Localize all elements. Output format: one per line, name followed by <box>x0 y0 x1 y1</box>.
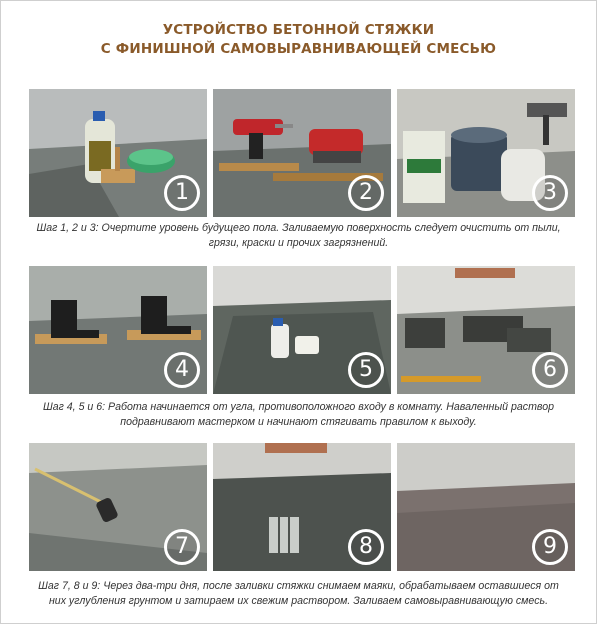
title-line-1: УСТРОЙСТВО БЕТОННОЙ СТЯЖКИ <box>162 22 435 38</box>
step-7-photo <box>29 443 207 571</box>
caption-line: Шаг 4, 5 и 6: Работа начинается от угла, противоположного входу в комнату. Наваленный раствор <box>42 401 555 413</box>
caption-line: подравнивают мастерком и начинают стягивать правилом к выходу. <box>120 416 477 428</box>
page-title <box>1 21 596 59</box>
step-3-photo <box>397 89 575 217</box>
steps-row-2 <box>29 266 575 394</box>
step-8-photo <box>213 443 391 571</box>
step-number-badge: 1 <box>164 175 200 211</box>
step-number-badge: 4 <box>164 352 200 388</box>
caption-line: Шаг 7, 8 и 9: Через два-три дня, после заливки стяжки снимаем маяки, обрабатываем оставшиеся от <box>38 580 559 592</box>
step-2-photo <box>213 89 391 217</box>
step-number-badge: 5 <box>348 352 384 388</box>
caption-row-3 <box>17 579 580 609</box>
step-number-badge: 7 <box>164 529 200 565</box>
step-number-badge: 6 <box>532 352 568 388</box>
step-5-photo <box>213 266 391 394</box>
steps-row-3 <box>29 443 575 571</box>
step-4-photo <box>29 266 207 394</box>
step-9-photo <box>397 443 575 571</box>
step-6-photo <box>397 266 575 394</box>
caption-line: Шаг 1, 2 и 3: Очертите уровень будущего пола. Заливаемую поверхность следует очистить от пыли, <box>36 222 561 234</box>
caption-line: грязи, краски и прочих загрязнений. <box>208 237 389 249</box>
caption-line: них углубления грунтом и затираем их свежим раствором. Заливаем самовыравнивающую смесь. <box>48 595 549 607</box>
step-number-badge: 9 <box>532 529 568 565</box>
step-number-badge: 3 <box>532 175 568 211</box>
steps-row-1 <box>29 89 575 217</box>
title-line-2: С ФИНИШНОЙ САМОВЫРАВНИВАЮЩЕЙ СМЕСЬЮ <box>100 41 497 57</box>
step-number-badge: 8 <box>348 529 384 565</box>
step-number-badge: 2 <box>348 175 384 211</box>
step-1-photo <box>29 89 207 217</box>
caption-row-2 <box>17 400 580 430</box>
caption-row-1 <box>17 221 580 251</box>
